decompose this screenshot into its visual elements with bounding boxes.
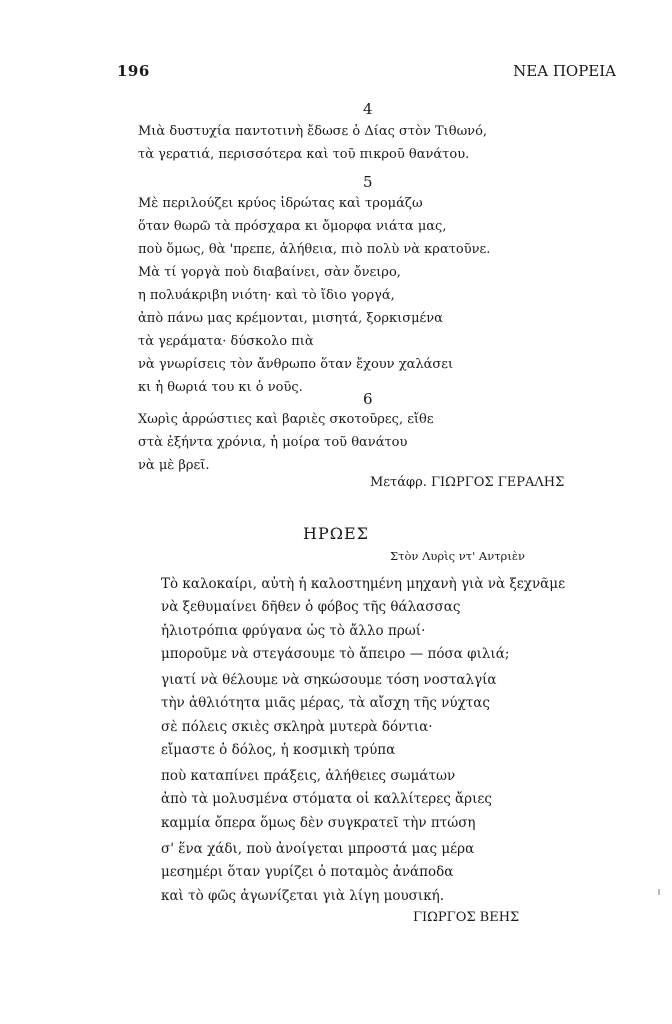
verse-line: η πολυάκριβη νιότη· καὶ τὸ ἴδιο γοργά, [138,288,395,303]
running-title: ΝΕΑ ΠΟΡΕΙΑ [513,62,616,80]
verse-line: σ' ἕνα χάδι, ποὺ ἀνοίγεται μπροστά μας μέρα [161,841,475,857]
verse-line: νὰ μὲ βρεῖ. [138,458,210,473]
section-4-stanza [138,120,487,166]
verse-line: ἀπὸ τὰ μολυσμένα στόματα οἱ καλλίτερες ἄριες [161,791,492,808]
verse-line: ἀπὸ πάνω μας κρέμονται, μισητά, ξορκισμένα [138,311,443,326]
verse-line: καὶ τὸ φῶς ἀγωνίζεται γιὰ λίγη μουσική. [161,887,445,904]
translator-attribution: Μετάφρ. ΓΙΩΡΓΟΣ ΓΕΡΑΛΗΣ [370,475,565,490]
verse-line: τὰ γεράματα· δύσκολο πιὰ [138,334,314,349]
page-header [0,62,672,84]
verse-line: γιατί νὰ θέλουμε νὰ σηκώσουμε τόση νοσταλγία [161,672,497,688]
section-number-4: 4 [363,100,373,118]
poem-stanza [161,765,492,835]
verse-line: καμμία ὄπερα ὅμως δὲν συγκρατεῖ τὴν πτώση [161,814,476,831]
verse-line: Μὰ τί γοργὰ ποὺ διαβαίνει, σὰν ὄνειρο, [138,265,401,280]
verse-line: ποὺ καταπίνει πράξεις, ἀλήθειες σωμάτων [161,768,456,784]
verse-line: Μὲ περιλούζει κρύος ἱδρώτας καὶ τρομάζω [138,196,423,211]
verse-line: Τὸ καλοκαίρι, αὐτὴ ἡ καλοστημένη μηχανὴ γιὰ νὰ ξεχνᾶμε [161,576,566,592]
verse-line: νὰ ξεθυμαίνει δῆθεν ὁ φόβος τῆς θάλασσας [161,599,461,616]
poem-author: ΓΙΩΡΓΟΣ ΒΕΗΣ [413,910,520,925]
poem-title: ΗΡΩΕΣ [303,524,369,543]
verse-line: σὲ πόλεις σκιὲς σκληρὰ μυτερὰ δόντια· [161,718,433,735]
verse-line: στὰ ἑξήντα χρόνια, ἡ μοίρα τοῦ θανάτου [138,435,408,450]
section-6-stanza [138,408,434,477]
verse-line: Μιὰ δυστυχία παντοτινὴ ἔδωσε ὁ Δίας στὸν Τιθωνό, [138,124,488,139]
page-number: 196 [117,62,150,80]
verse-line: ὅταν θωρῶ τὰ πρόσχαρα κι ὄμορφα νιάτα μας, [138,219,447,234]
verse-line: ἡλιοτρόπια φρύγανα ὡς τὸ ἄλλο πρωί· [161,622,426,639]
verse-line: ποὺ ὅμως, θὰ 'πρεπε, ἀλήθεια, πιὸ πολὺ νὰ κρατοῦνε. [138,242,491,257]
section-number-6: 6 [363,390,373,408]
verse-line: μποροῦμε νὰ στεγάσουμε τὸ ἄπειρο — πόσα φιλιά; [161,646,510,663]
verse-line: μεσημέρι ὅταν γυρίζει ὁ ποταμὸς ἀνάποδα [161,864,454,881]
margin-mark [658,889,660,895]
verse-line: τὰ γερατιά, περισσότερα καὶ τοῦ πικροῦ θανάτου. [138,147,470,162]
poem-dedication: Στὸν Λυρὶς ντ' Αντριὲν [390,549,525,563]
verse-line: νὰ γνωρίσεις τὸν ἄνθρωπο ὅταν ἔχουν χαλάσει [138,357,454,372]
section-5-stanza [138,192,490,399]
verse-line: εἴμαστε ὁ δόλος, ἡ κοσμικὴ τρύπα [161,742,396,759]
poem-stanza [161,838,474,908]
verse-line: κι ἡ θωριά του κι ὁ νοῦς. [138,380,303,395]
poem-stanza [161,669,497,763]
poem-stanza [161,573,565,667]
verse-line: Χωρὶς ἀρρώστιες καὶ βαριὲς σκοτοῦρες, εἴθε [138,412,434,427]
verse-line: τὴν ἀθλιότητα μιᾶς μέρας, τὰ αἴσχη τῆς νύχτας [161,695,490,712]
section-number-5: 5 [363,173,373,191]
